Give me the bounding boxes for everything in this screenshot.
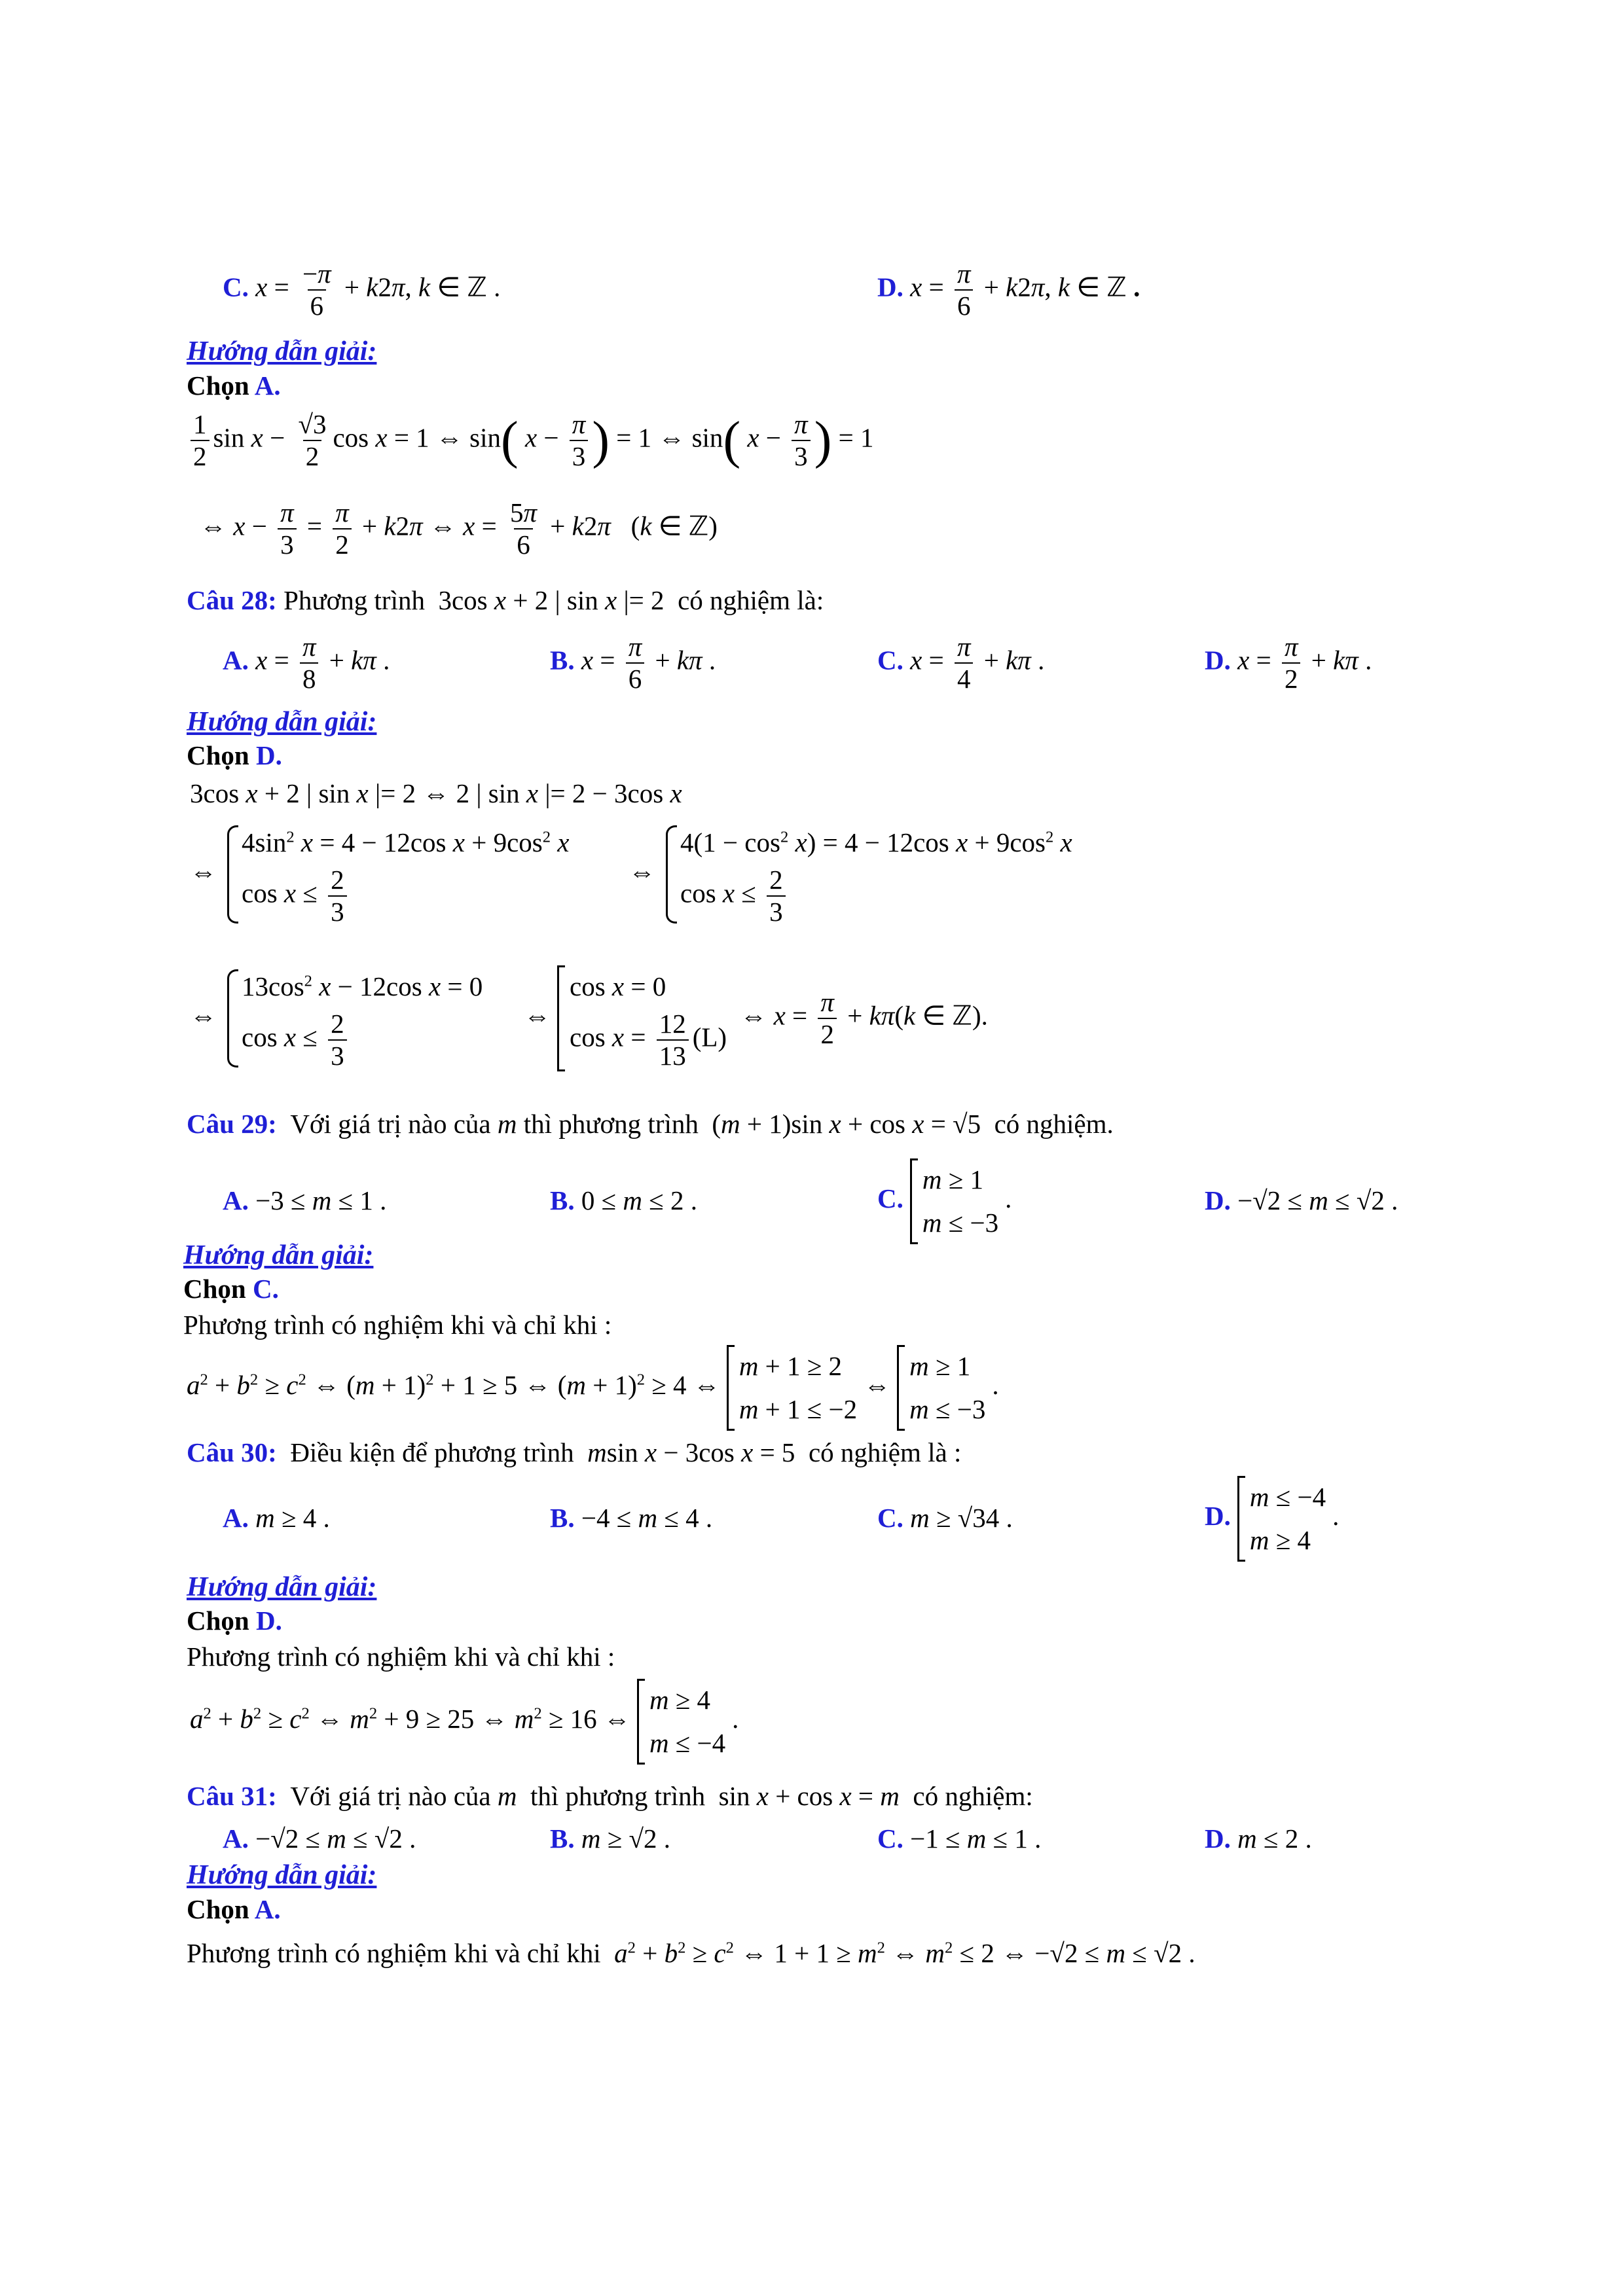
guide-heading: Hướng dẫn giải: (187, 1572, 377, 1602)
q27-solution-1: $\frac{1}{2}$ sin x − $\frac{√3}{2}$ cos x = 1 ⇔ sin( x − $\frac{\pi}{3}$ ) = 1 ⇔ sin( x − $\frac{\pi}{3}$ ) = 1 (187, 409, 873, 472)
option-label: D. (877, 272, 903, 302)
q28-solution-3: ⇔ $4(1 - \cos^2 x) = 4 - 12\cos$ $x + 9\cos^2$ x cos x ≤ $\frac{2}{3}$ (629, 821, 1079, 927)
question-29: Câu 29: Với giá trị nào của m thì phương trình (m + 1)sin x + cos x = √5 có nghiệm. (187, 1109, 1114, 1139)
q28-solution-2: ⇔ $4\sin^2$ x = 4 − 12cos $x + 9\cos^2$ x cos x ≤ $\frac{2}{3}$ (190, 821, 576, 927)
question-28: Câu 28: Phương trình 3cos x + 2 | sin x |= 2 có nghiệm là: (187, 585, 824, 615)
q29-options: A. −3 ≤ m ≤ 1 . B. 0 ≤ m ≤ 2 . C. m ≥ 1 m ≤ −3 . D. −√2 ≤ m ≤ √2 . (223, 1158, 1467, 1244)
guide-heading: Hướng dẫn giải: (187, 336, 377, 367)
q30-options: A. m ≥ 4 . B. −4 ≤ m ≤ 4 . C. m ≥ √34 . D. m ≤ −4 m ≥ 4 . (223, 1476, 1467, 1561)
guide-heading: Hướng dẫn giải: (187, 1860, 377, 1890)
q27-option-d: D. x = $\frac{\pi}{6}$ + k2π, k ∈ ℤ . (877, 259, 1140, 321)
q28-solution-1: 3cos x + 2 | sin x |= 2 ⇔ 2 | sin x |= 2 − 3cos x (190, 778, 682, 808)
answer-line: Chọn D. (187, 1605, 282, 1636)
q30-condition: Phương trình có nghiệm khi và chỉ khi : (187, 1641, 615, 1672)
q27-solution-2: ⇔ x − $\frac{\pi}{3}$ = $\frac{\pi}{2}$ + k2π ⇔ x = $\frac{5\pi}{6}$ + k2π (k ∈ ℤ) (200, 497, 718, 560)
answer-line: Chọn C. (183, 1274, 279, 1304)
q29-condition: Phương trình có nghiệm khi và chỉ khi : (183, 1310, 612, 1340)
answer-line: Chọn D. (187, 740, 282, 770)
guide-heading: Hướng dẫn giải: (187, 707, 377, 737)
q28-solution-4: ⇔ $13\cos^2$ x − 12cos x = 0 cos x ≤ $\frac{2}{3}$ (190, 965, 489, 1071)
question-31: Câu 31: Với giá trị nào của m thì phương trình sin x + cos x = m có nghiệm: (187, 1781, 1033, 1811)
answer-line: Chọn A. (187, 370, 281, 401)
q31-solution: Phương trình có nghiệm khi và chỉ khi $a^2 + b^2 \ge c^2$ ⇔ $1 + 1 \ge m^2$ ⇔ $m^2 \le 2$ ⇔ −√2 ≤ m ≤ √2 . (187, 1938, 1195, 1968)
q27-option-c: C. x = $\frac{-\pi}{6}$ + k2π, k ∈ ℤ . (223, 259, 501, 321)
guide-heading: Hướng dẫn giải: (183, 1240, 374, 1270)
q30-solution: $a^2 + b^2 \ge c^2$ ⇔ $m^2 + 9 \ge 25$ ⇔ $m^2 \ge 16$ ⇔ m ≥ 4 m ≤ −4 . (190, 1679, 739, 1765)
question-30: Câu 30: Điều kiện để phương trình msin x − 3cos x = 5 có nghiệm là : (187, 1437, 962, 1467)
q29-solution: $a^2 + b^2 \ge c^2$ ⇔ $(m + 1)^2 + 1 \ge 5$ ⇔ $(m + 1)^2 \ge 4$ ⇔ m + 1 ≥ 2 m + 1 ≤ −2 ⇔ m ≥ 1 m ≤ −3 . (187, 1345, 999, 1431)
answer-line: Chọn A. (187, 1894, 281, 1924)
option-label: C. (223, 272, 249, 302)
q28-solution-5: ⇔ cos x = 0 cos x = $\frac{12}{13}$ (L) ⇔ x = $\frac{\pi}{2}$ + kπ(k ∈ ℤ). (524, 965, 988, 1071)
